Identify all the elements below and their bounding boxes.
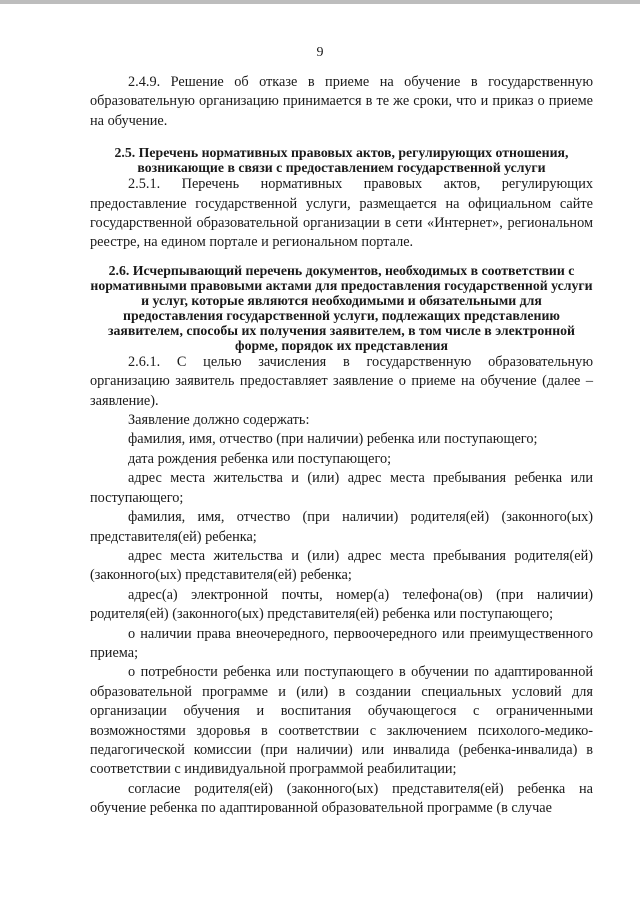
document-body (90, 73, 593, 819)
paragraph: дата рождения ребенка или поступающего; (128, 450, 392, 467)
paragraph: адрес(а) электронной почты, номер(а) телефона(ов) (при наличии) родителя(ей) (законного(ых) представителя(ей) ребенка или поступающего; (90, 586, 593, 623)
paragraph: фамилия, имя, отчество (при наличии) родителя(ей) (законного(ых) представителя(ей) ребенка; (90, 509, 593, 545)
paragraph: 2.6.1. С целью зачисления в государственную образовательную организацию заявитель предоставляет заявление о приеме на обучение (далее – заявление). (90, 353, 593, 409)
paragraph: 2.5.1. Перечень нормативных правовых актов, регулирующих предоставление государственной услуги, размещается на официальном сайте государственной образовательной организации в сети «Интернет», региональном реестре, на едином портале и региональном портале. (90, 176, 593, 251)
page-number: 9 (316, 45, 324, 60)
paragraph: о наличии права внеочередного, первоочередного или преимущественного приема; (90, 625, 593, 661)
spacer (90, 253, 593, 263)
scan-top-edge (0, 0, 640, 4)
section-heading: 2.6. Исчерпывающий перечень документов, необходимых в соответствии с нормативными правовыми актами для предоставления государственной услуги и услуг, которые являются необходимыми и обязательными для предоставления государственной услуги, подлежащих представлению заявителем, способы их получения заявителем, в том числе в электронной форме, порядок их представления (90, 262, 593, 353)
paragraph: Заявление должно содержать: (128, 412, 310, 429)
paragraph: фамилия, имя, отчество (при наличии) ребенка или поступающего; (128, 431, 538, 448)
spacer (90, 131, 593, 145)
paragraph: о потребности ребенка или поступающего в обучении по адаптированной образовательной программе и (или) в создании специальных условий для организации обучения и воспитания обучающегося с ограниченными возможностями здоровья в соответствии с заключением психолого-медико-педагогической комиссии (при наличии) или инвалида (ребенка-инвалида) в соответствии с индивидуальной программой реабилитации; (90, 664, 593, 778)
paragraph: согласие родителя(ей) (законного(ых) представителя(ей) ребенка на обучение ребенка по адаптированной образовательной программе (в случае (90, 780, 593, 817)
paragraph: 2.4.9. Решение об отказе в приеме на обучение в государственную образовательную организацию принимается в те же сроки, что и приказ о приеме на обучение. (90, 74, 593, 129)
section-heading: 2.5. Перечень нормативных правовых актов, регулирующих отношения, возникающие в связи с предоставлением государственной услуги (114, 145, 569, 176)
paragraph: адрес места жительства и (или) адрес места пребывания ребенка или поступающего; (90, 470, 593, 506)
paragraph: адрес места жительства и (или) адрес места пребывания родителя(ей) (законного(ых) представителя(ей) ребенка; (90, 547, 593, 584)
